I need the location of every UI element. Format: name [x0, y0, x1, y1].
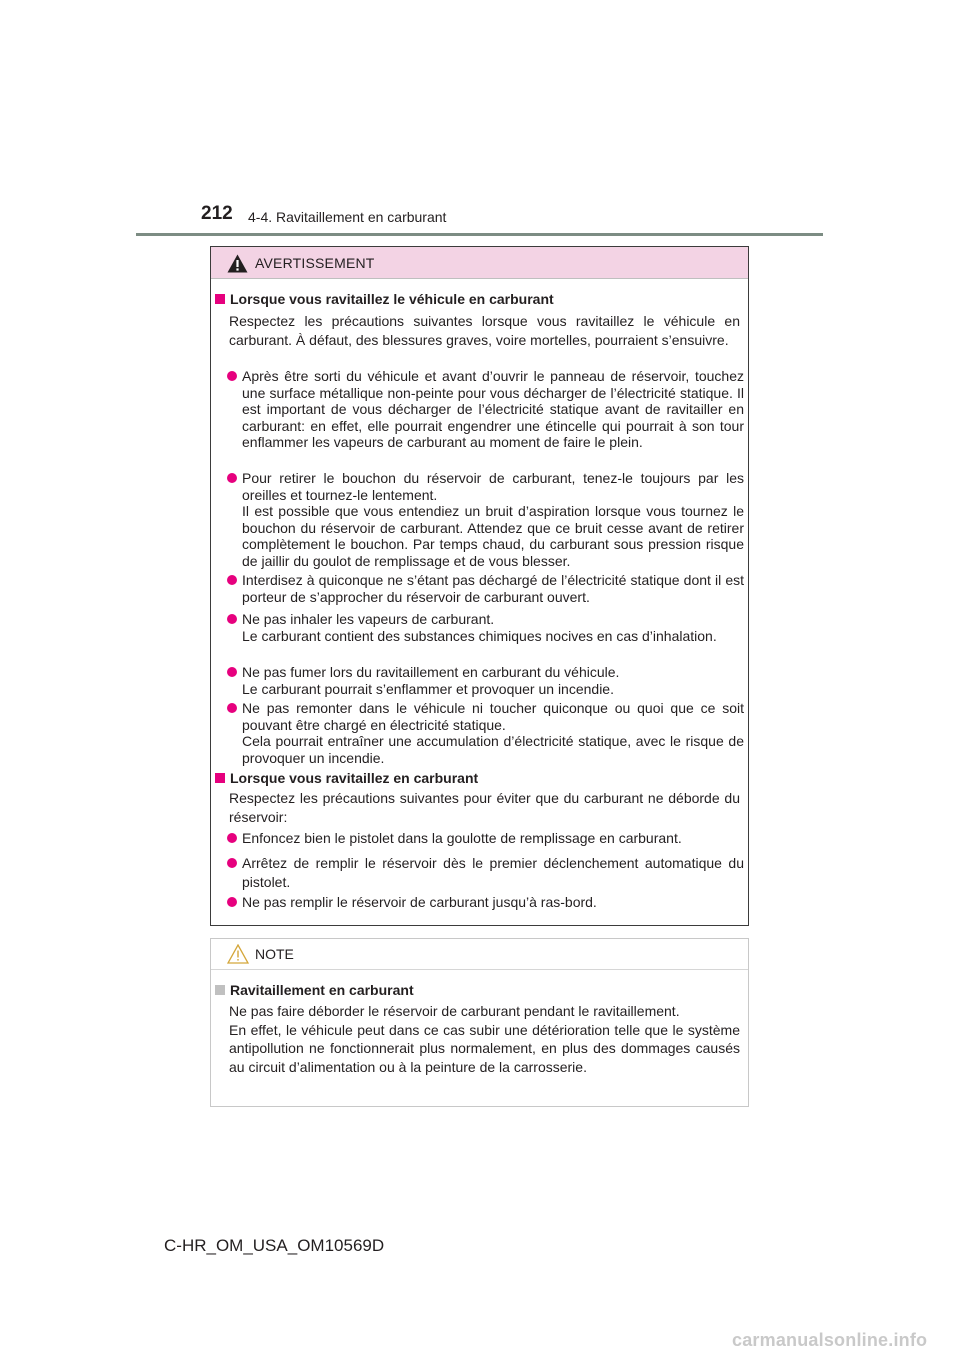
list-item: Ne pas remplir le réservoir de carburant jusqu’à ras-bord. [225, 893, 744, 912]
manual-code: C-HR_OM_USA_OM10569D [164, 1236, 385, 1255]
section-intro: Respectez les précautions suivantes pour éviter que du carburant ne déborde du réservoir: [229, 790, 740, 825]
warning-title: AVERTISSEMENT [255, 255, 375, 271]
warning-triangle-icon [227, 254, 248, 273]
section-heading: Ravitaillement en carburant [215, 982, 414, 998]
warning-header [211, 247, 748, 279]
circle-bullet-icon [227, 703, 237, 713]
section-heading: Lorsque vous ravitaillez le véhicule en carburant [215, 291, 554, 307]
circle-bullet-icon [227, 575, 237, 585]
circle-bullet-icon [227, 614, 237, 624]
note-box [210, 938, 749, 1107]
list-item: Ne pas remonter dans le véhicule ni toucher quiconque ou quoi que ce soit pouvant être chargé en électricité statique. Cela pourrait entraîner une accumulation d’électricité statique, avec le risque de provoquer un incendie. [225, 700, 744, 766]
caution-triangle-icon [227, 944, 249, 964]
circle-bullet-icon [227, 667, 237, 677]
square-bullet-icon [215, 294, 225, 304]
page-number: 212 [201, 203, 233, 224]
list-item: Pour retirer le bouchon du réservoir de carburant, tenez-le toujours par les oreilles et tournez-le lentement. Il est possible que vous entendiez un bruit d’aspiration lorsque vous tournez le bouchon du réservoir de carburant. Attendez que ce bruit cesse avant de retirer complètement le bouchon. Par temps chaud, du carburant sous pression risque de jaillir du goulot de remplissage et de vous blesser. [225, 470, 744, 569]
header-divider [136, 233, 823, 236]
circle-bullet-icon [227, 473, 237, 483]
note-text: Ne pas faire déborder le réservoir de carburant pendant le ravitaillement. En effet, le véhicule peut dans ce cas subir une détérioration telle que le système antipollution ne fonctionnerait plus normalement, en plus des dommages causés au circuit d’alimentation ou à la peinture de la carrosserie. [229, 1003, 740, 1075]
section-intro: Respectez les précautions suivantes lorsque vous ravitaillez le véhicule en carburant. À défaut, des blessures graves, voire mortelles, pourraient s’ensuivre. [229, 313, 740, 348]
list-item: Ne pas fumer lors du ravitaillement en carburant du véhicule. Le carburant pourrait s’enflammer et provoquer un incendie. [225, 664, 744, 697]
note-title: NOTE [255, 946, 294, 962]
circle-bullet-icon [227, 833, 237, 843]
list-item: Ne pas inhaler les vapeurs de carburant. Le carburant contient des substances chimiques nocives en cas d’inhalation. [225, 611, 744, 644]
section-heading: Lorsque vous ravitaillez en carburant [215, 770, 478, 786]
note-header [211, 939, 748, 970]
list-item: Enfoncez bien le pistolet dans la goulotte de remplissage en carburant. [225, 829, 744, 848]
list-item: Arrêtez de remplir le réservoir dès le premier déclenchement automatique du pistolet. [225, 854, 744, 891]
circle-bullet-icon [227, 371, 237, 381]
list-item: Interdisez à quiconque ne s’étant pas déchargé de l’électricité statique dont il est porteur de s’approcher du réservoir de carburant ouvert. [225, 572, 744, 605]
warning-box [210, 246, 749, 926]
square-bullet-icon [215, 773, 225, 783]
circle-bullet-icon [227, 897, 237, 907]
watermark: carmanualsonline.info [732, 1330, 928, 1350]
circle-bullet-icon [227, 858, 237, 868]
section-title: 4-4. Ravitaillement en carburant [248, 209, 447, 225]
list-item: Après être sorti du véhicule et avant d’ouvrir le panneau de réservoir, touchez une surface métallique non-peinte pour vous décharger de l’électricité statique. Il est important de vous décharger de l’électricité statique avant de ravitailler en carburant: en effet, elle pourrait engendrer une étincelle qui pourrait à son tour enflammer les vapeurs de carburant au moment de faire le plein. [225, 368, 744, 451]
square-bullet-icon [215, 985, 225, 995]
